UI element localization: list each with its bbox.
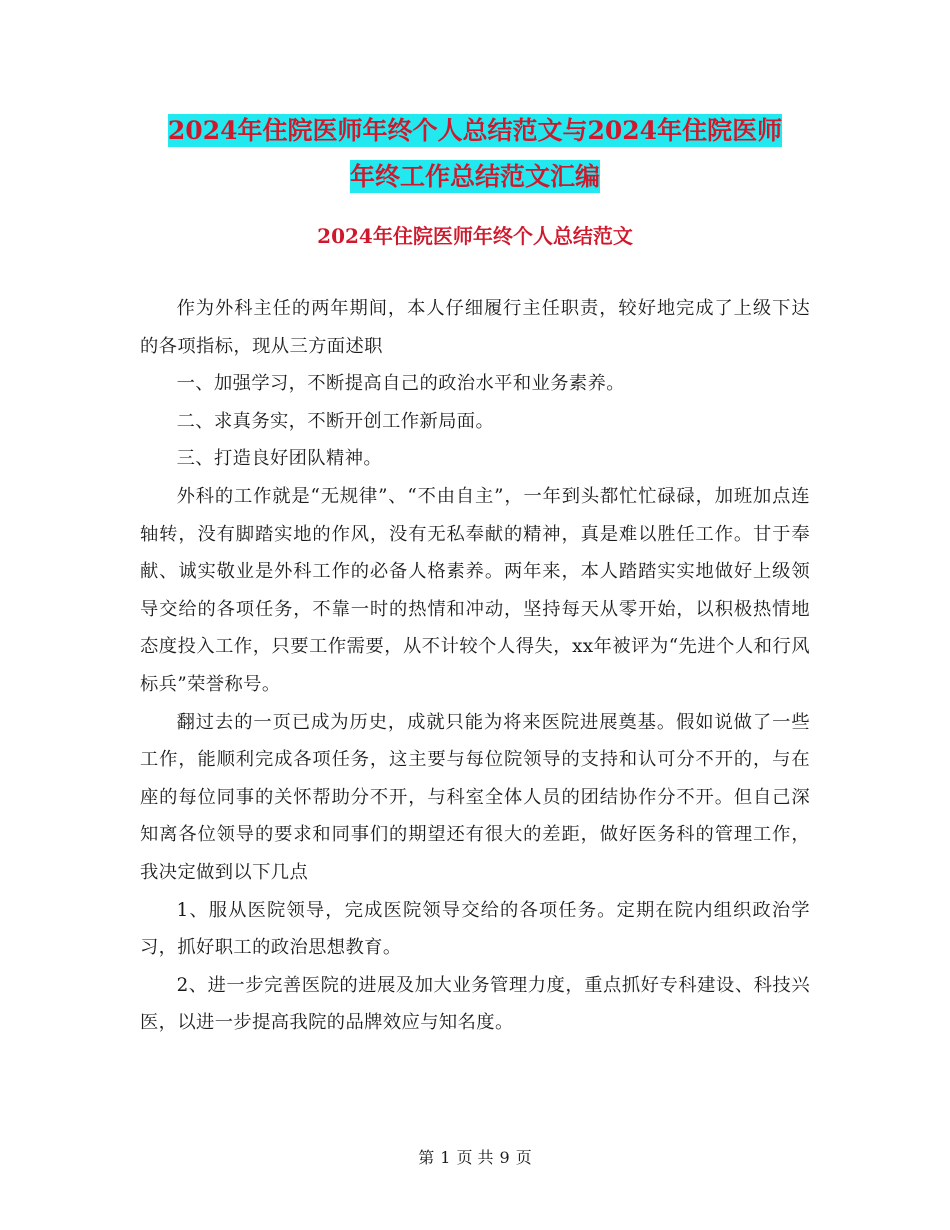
document-title-line-1: 2024年住院医师年终个人总结范文与2024年住院医师 <box>167 116 783 145</box>
document-title <box>0 108 950 200</box>
paragraph-plan-1: 1、服从医院领导，完成医院领导交给的各项任务。定期在院内组织政治学习，抓好职工的政治思想教育。 <box>140 899 810 959</box>
paragraph-surgery-work: 外科的工作就是“无规律”、“不由自主”，一年到头都忙忙碌碌，加班加点连轴转，没有脚踏实地的作风，没有无私奉献的精神，真是难以胜任工作。甘于奉献、诚实敬业是外科工作的必备人格素养。两年来，本人踏踏实实地做好上级领导交给的各项任务，不靠一时的热情和冲动，坚持每天从零开始，以积极热情地态度投入工作，只要工作需要，从不计较个人得失，xx年被评为“先进个人和行风标兵”荣誉称号。 <box>140 485 810 695</box>
paragraph-intro: 作为外科主任的两年期间，本人仔细履行主任职责，较好地完成了上级下达的各项指标，现从三方面述职 <box>140 298 810 357</box>
paragraph-point-2: 二、求真务实，不断开创工作新局面。 <box>176 410 495 432</box>
paragraph-reflection: 翻过去的一页已成为历史，成就只能为将来医院进展奠基。假如说做了一些工作，能顺利完成各项任务，这主要与每位院领导的支持和认可分不开的，与在座的每位同事的关怀帮助分不开，与科室全体人员的团结协作分不开。但自己深知离各位领导的要求和同事们的期望还有很大的差距，做好医务科的管理工作，我决定做到以下几点 <box>140 711 810 883</box>
footer-suffix: 页 <box>515 1148 532 1167</box>
paragraph-plan-2: 2、进一步完善医院的进展及加大业务管理力度，重点抓好专科建设、科技兴医，以进一步提高我院的品牌效应与知名度。 <box>140 974 810 1034</box>
paragraph-point-1: 一、加强学习，不断提高自己的政治水平和业务素养。 <box>176 373 625 395</box>
footer-total-pages: 9 <box>499 1148 510 1167</box>
paragraph-point-3: 三、打造良好团队精神。 <box>176 448 383 470</box>
document-title-line-2: 年终工作总结范文汇编 <box>349 162 600 191</box>
document-body <box>140 290 810 1042</box>
page-footer <box>0 1146 950 1170</box>
footer-middle: 页 共 <box>456 1148 494 1167</box>
section-title: 2024年住院医师年终个人总结范文 <box>317 224 633 248</box>
footer-prefix: 第 <box>418 1148 435 1167</box>
footer-page-number: 1 <box>440 1148 451 1167</box>
